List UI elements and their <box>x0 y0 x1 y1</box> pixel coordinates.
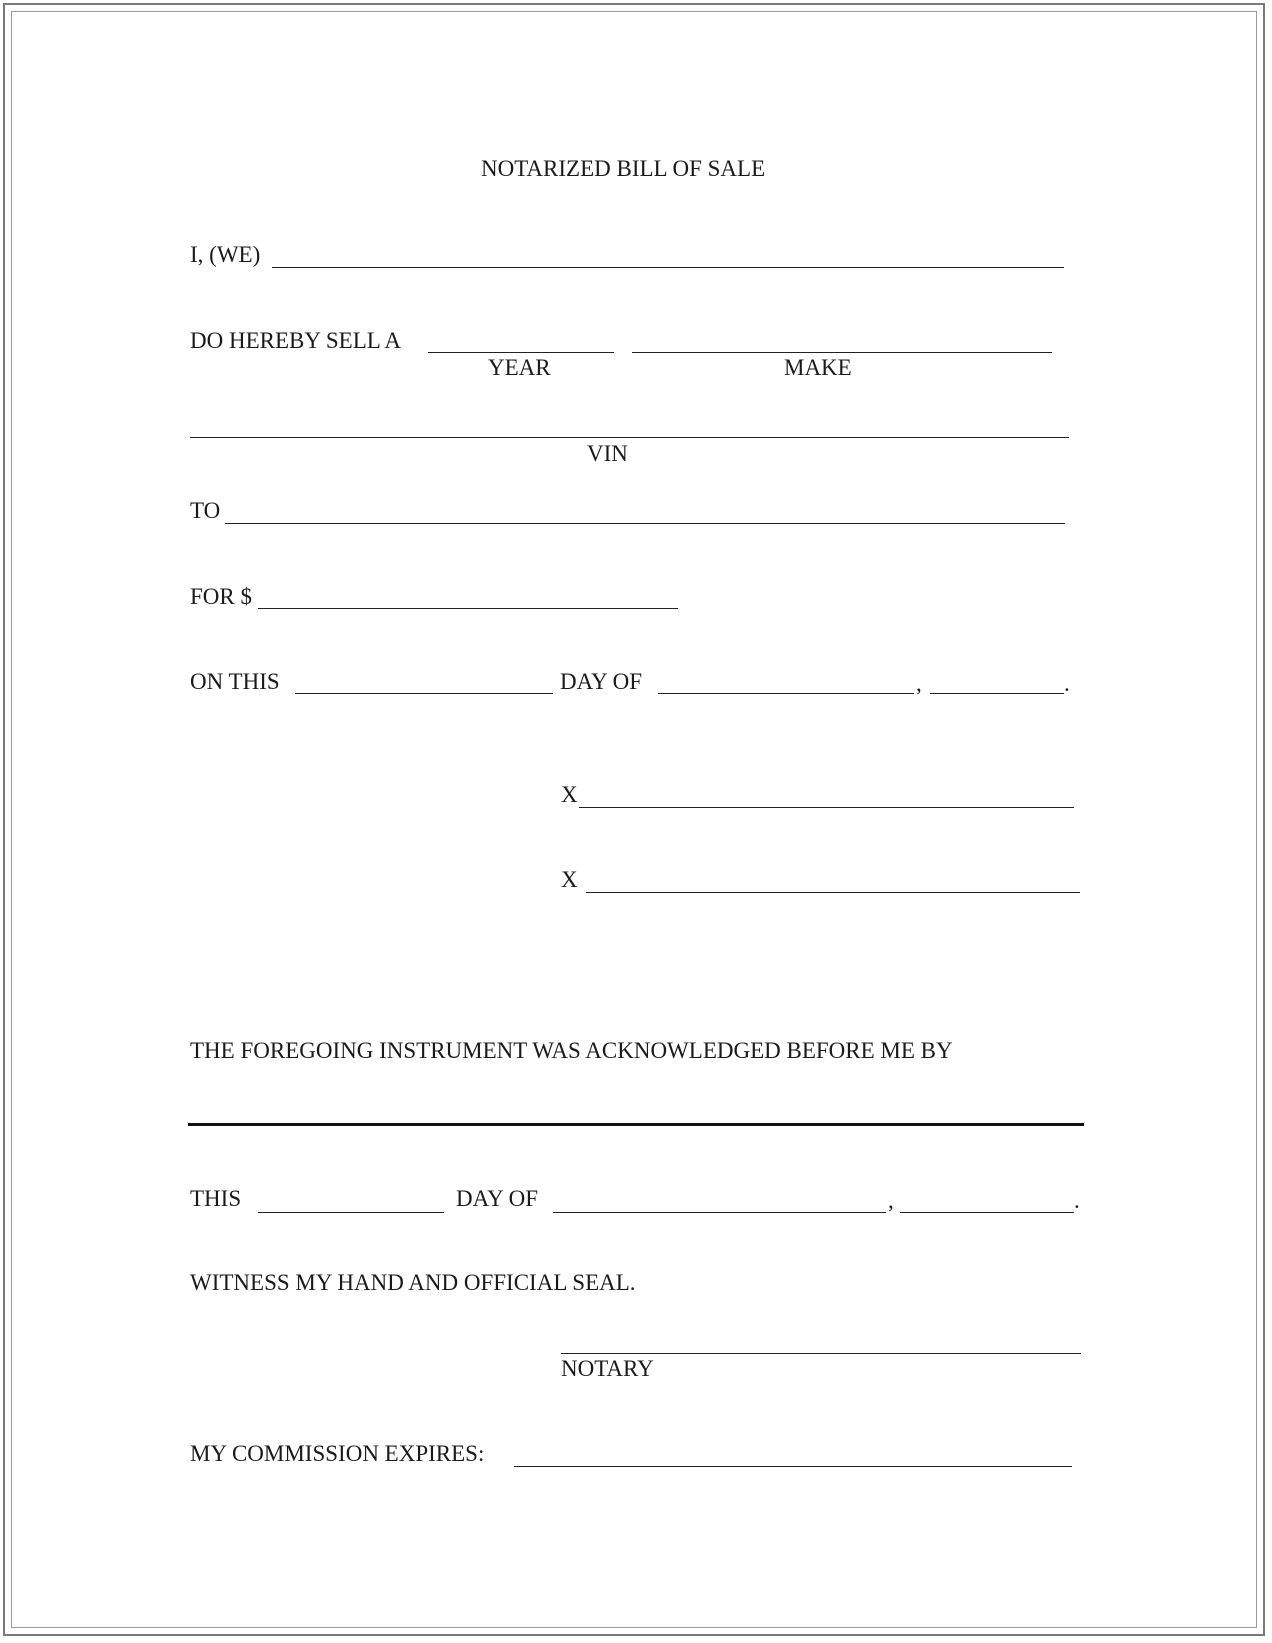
buyer-label: TO <box>190 498 221 523</box>
notary-this-label: THIS <box>190 1186 242 1211</box>
vin-caption: VIN <box>587 441 628 466</box>
make-caption: MAKE <box>784 355 852 380</box>
sale-year-line[interactable] <box>930 693 1064 694</box>
sale-date-comma: , <box>916 671 922 696</box>
price-label: FOR $ <box>190 584 252 609</box>
acknowledgment-text: THE FOREGOING INSTRUMENT WAS ACKNOWLEDGED BEFORE ME BY <box>190 1038 953 1063</box>
commission-expiry-line[interactable] <box>514 1466 1072 1467</box>
year-line[interactable] <box>428 352 614 353</box>
seller-signature-line-1[interactable] <box>579 807 1074 808</box>
notary-signature-line[interactable] <box>561 1353 1081 1354</box>
make-line[interactable] <box>632 352 1052 353</box>
notary-month-line[interactable] <box>553 1212 886 1213</box>
witness-text: WITNESS MY HAND AND OFFICIAL SEAL. <box>190 1270 636 1295</box>
on-this-label: ON THIS <box>190 669 280 694</box>
notary-year-line[interactable] <box>900 1212 1074 1213</box>
sale-date-period: . <box>1064 671 1070 696</box>
sale-month-line[interactable] <box>658 693 914 694</box>
seller-name-line[interactable] <box>272 267 1064 268</box>
price-line[interactable] <box>258 608 678 609</box>
seller-signature-line-2[interactable] <box>586 892 1080 893</box>
notary-day-line[interactable] <box>258 1212 444 1213</box>
signature-mark-2: X <box>561 867 578 892</box>
sale-day-line[interactable] <box>295 693 553 694</box>
notary-day-of-label: DAY OF <box>456 1186 539 1211</box>
commission-label: MY COMMISSION EXPIRES: <box>190 1441 485 1466</box>
document-title: NOTARIZED BILL OF SALE <box>481 156 766 181</box>
acknowledged-by-line[interactable] <box>188 1123 1084 1126</box>
buyer-name-line[interactable] <box>225 523 1065 524</box>
year-caption: YEAR <box>488 355 551 380</box>
seller-label: I, (WE) <box>190 242 261 267</box>
notary-date-period: . <box>1074 1188 1080 1213</box>
notary-date-comma: , <box>888 1188 894 1213</box>
signature-mark-1: X <box>561 782 578 807</box>
notary-caption: NOTARY <box>561 1356 654 1381</box>
vin-line[interactable] <box>190 437 1069 438</box>
sell-label: DO HEREBY SELL A <box>190 328 402 353</box>
day-of-label: DAY OF <box>560 669 643 694</box>
